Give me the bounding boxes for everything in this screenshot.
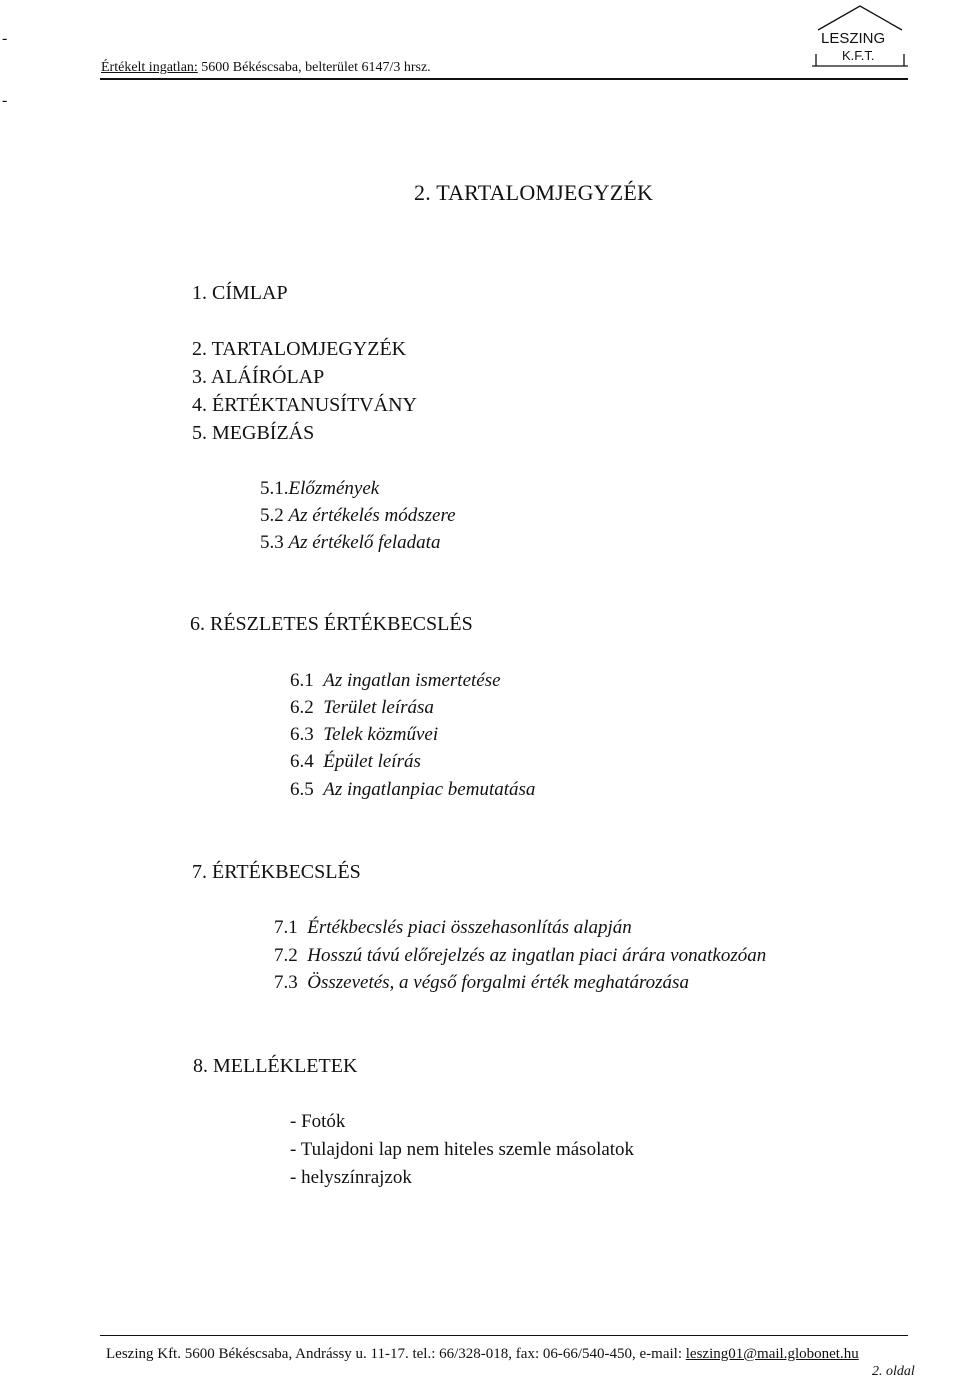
- annex-item-land-registry: - Tulajdoni lap nem hiteles szemle másolatok: [290, 1139, 635, 1160]
- toc-heading-7: 7. ÉRTÉKBECSLÉS: [192, 861, 361, 883]
- toc-heading-8: 8. MELLÉKLETEK: [193, 1055, 358, 1077]
- toc-subitem-title: Épület leírás: [323, 751, 421, 772]
- page-number: 2. oldal: [872, 1364, 915, 1379]
- toc-subitem-5-3: [260, 532, 440, 554]
- toc-subitem-number: 5.1.: [260, 478, 289, 499]
- toc-subitem-title: Előzmények: [288, 478, 380, 499]
- toc-subitem-number: 5.2: [260, 505, 289, 526]
- toc-subitem-7-1: [274, 917, 632, 939]
- toc-subitem-number: 7.1: [274, 917, 298, 938]
- toc-subitem-number: 6.5: [290, 779, 314, 800]
- logo-text-kft: K.F.T.: [842, 48, 875, 63]
- toc-subitem-title: Értékbecslés piaci összehasonlítás alapján: [307, 917, 632, 938]
- toc-subitem-7-2: [274, 945, 766, 967]
- toc-heading-6: 6. RÉSZLETES ÉRTÉKBECSLÉS: [190, 613, 473, 635]
- toc-subitem-number: 6.4: [290, 751, 314, 772]
- toc-subitem-number: 6.1: [290, 670, 314, 691]
- toc-subitem-6-5: [290, 779, 535, 801]
- toc-subitem-title: Hosszú távú előrejelzés az ingatlan piaci árára vonatkozóan: [307, 945, 767, 966]
- toc-subitem-title: Az értékelés módszere: [288, 505, 456, 526]
- toc-subitem-6-3: [290, 724, 438, 746]
- annex-item-site-plans: - helyszínrajzok: [290, 1167, 412, 1188]
- toc-subitem-number: 7.2: [274, 945, 298, 966]
- toc-subitem-title: Az ingatlan ismertetése: [323, 670, 501, 691]
- footer-contact: [106, 1346, 859, 1363]
- toc-subitem-6-1: [290, 670, 501, 692]
- toc-subitem-number: 6.3: [290, 724, 314, 745]
- toc-subitem-7-3: [274, 972, 689, 994]
- page-title: 2. TARTALOMJEGYZÉK: [414, 180, 654, 205]
- footer-rule: [100, 1335, 908, 1336]
- toc-subitem-title: Összevetés, a végső forgalmi érték meghatározása: [307, 972, 689, 993]
- scan-mark: -: [2, 92, 8, 109]
- toc-subitem-title: Terület leírása: [323, 697, 434, 718]
- toc-subitem-5-1: [260, 478, 379, 500]
- header-label: Értékelt ingatlan:: [101, 60, 198, 75]
- annex-item-photos: - Fotók: [290, 1111, 346, 1132]
- toc-subitem-6-4: [290, 751, 421, 773]
- toc-item-3: 3. ALÁÍRÓLAP: [192, 366, 325, 388]
- header-property-line: [101, 60, 431, 76]
- toc-subitem-6-2: [290, 697, 434, 719]
- header-address: 5600 Békéscsaba, belterület 6147/3 hrsz.: [197, 60, 431, 75]
- toc-subitem-title: Az ingatlanpiac bemutatása: [323, 779, 536, 800]
- toc-subitem-title: Telek közművei: [323, 724, 439, 745]
- toc-item-2: 2. TARTALOMJEGYZÉK: [192, 338, 407, 360]
- toc-item-1: 1. CÍMLAP: [192, 282, 288, 304]
- footer-email-link[interactable]: leszing01@mail.globonet.hu: [685, 1346, 859, 1362]
- toc-subitem-title: Az értékelő feladata: [288, 532, 441, 553]
- scan-mark: -: [2, 30, 8, 47]
- toc-item-5: 5. MEGBÍZÁS: [192, 422, 315, 444]
- toc-subitem-number: 5.3: [260, 532, 289, 553]
- toc-subitem-number: 6.2: [290, 697, 314, 718]
- toc-subitem-number: 7.3: [274, 972, 298, 993]
- footer-address: Leszing Kft. 5600 Békéscsaba, Andrássy u. 11-17. tel.: 66/328-018, fax: 06-66/540-450, e-mail:: [106, 1346, 686, 1362]
- toc-subitem-5-2: [260, 505, 456, 527]
- toc-item-4: 4. ÉRTÉKTANUSÍTVÁNY: [192, 394, 417, 416]
- logo-text-leszing: LESZING: [821, 30, 886, 47]
- header-rule: [100, 78, 908, 80]
